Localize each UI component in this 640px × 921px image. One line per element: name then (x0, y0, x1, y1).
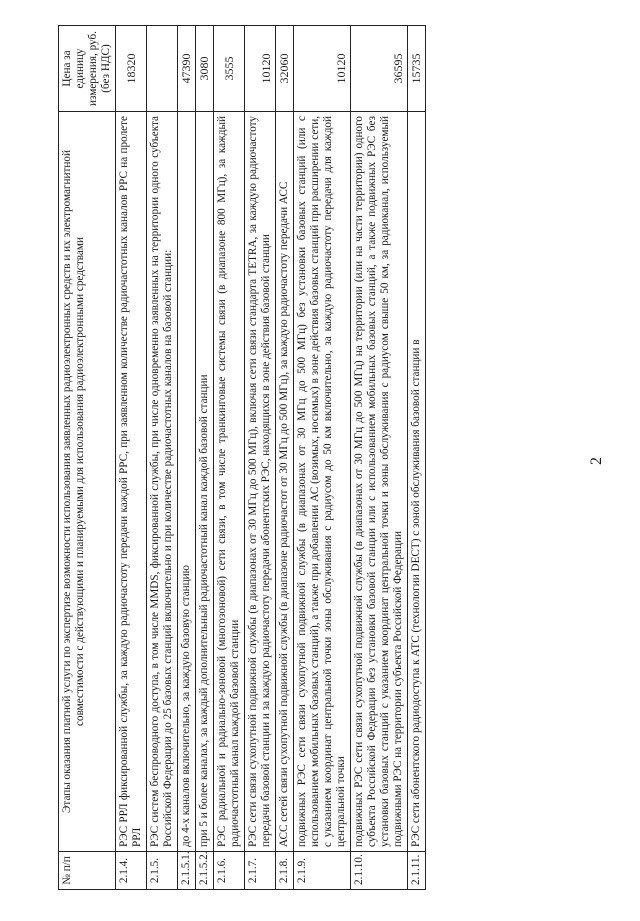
table-row (196, 26, 214, 890)
table-row (147, 26, 178, 890)
row-num: 2.1.8. (276, 852, 294, 890)
tariff-table (58, 25, 426, 890)
row-desc: РЭС систем беспроводного доступа, в том числе MMDS, фиксированной службы, при числе одновременно заявленных на территории одного субъекта Российской Федерации до 25 базовых станций включительно и при количестве радиочастотных каналов на базовой станции: (147, 112, 178, 852)
row-price: 10120 (294, 26, 351, 112)
row-desc: РЭС радиальной и радиально-зоновой (многозоновой) сети связи, в том числе транкинговые системы связи (в диапазоне 800 МГц), за каждый радиочастотный канал каждой базовой станции (214, 112, 245, 852)
table-row (294, 26, 351, 890)
table-row (245, 26, 276, 890)
row-price: 10120 (245, 26, 276, 112)
row-price: 3080 (196, 26, 214, 112)
row-price: 36595 (351, 26, 408, 112)
row-price: 18320 (116, 26, 147, 112)
row-num: 2.1.6. (214, 852, 245, 890)
table-row (116, 26, 147, 890)
row-price: 3555 (214, 26, 245, 112)
row-num: 2.1.5.2. (196, 852, 214, 890)
row-num: 2.1.11. (408, 852, 426, 890)
header-num: № п/п (59, 852, 116, 890)
header-stage: Этапы оказания платной услуги по экспертизе возможности использования заявленных радиоэлектронных средств и их электромагнитной совместимости с действующими и планируемыми для использования радиоэлектронными средствами (59, 112, 116, 852)
table-row (276, 26, 294, 890)
row-num: 2.1.5. (147, 852, 178, 890)
row-num: 2.1.4. (116, 852, 147, 890)
row-desc: РЭС сети связи сухопутной подвижной службы (в диапазонах от 30 МГц до 500 МГц), включая сети связи стандарта TETRA, за каждую радиочастоту передачи базовой станции и за каждую радиочастоту передачи абонентских РЭС, находящихся в зоне действия базовой станции (245, 112, 276, 852)
table-row (351, 26, 408, 890)
row-desc: РЭС сети абонентского радиодоступа к АТС (технологии DECT) с зоной обслуживания базовой станции в (408, 112, 426, 852)
table-header-row (59, 26, 116, 890)
row-price: 32060 (276, 26, 294, 112)
table-row (408, 26, 426, 890)
row-desc: АСС сетей связи сухопутной подвижной службы (в диапазоне радиочастот от 30 МГц до 500 МГц), за каждую радиочастоту передачи АСС (276, 112, 294, 852)
row-price: 47390 (178, 26, 196, 112)
header-price: Цена за единицу измерения, руб. (без НДС) (59, 26, 116, 112)
page-number: 2 (588, 457, 605, 465)
row-num: 2.1.10. (351, 852, 408, 890)
row-price (147, 26, 178, 112)
row-desc: при 5 и более каналах, за каждый дополнительный радиочастотный канал каждой базовой станции (196, 112, 214, 852)
row-num: 2.1.7. (245, 852, 276, 890)
table-row (214, 26, 245, 890)
row-desc: подвижных РЭС сети связи сухопутной подвижной службы (в диапазонах от 30 МГц до 500 МГц) без установки базовых станций (или с использованием мобильных базовых станций), а также при добавлении АС (возимых, носимых) в зоне действия базовых станций при расширении сети, с указанием координат центральной точки зоны обслуживания с радиусом до 50 км включительно, за каждую радиочастоту передачи для каждой центральной точки (294, 112, 351, 852)
row-desc: РЭС РРЛ фиксированной службы, за каждую радиочастоту передачи каждой РРС, при заявленном количестве радиочастотных каналов РРС на пролете РРЛ (116, 112, 147, 852)
row-num: 2.1.5.1. (178, 852, 196, 890)
row-desc: до 4-х каналов включительно, за каждую базовую станцию (178, 112, 196, 852)
row-price: 15735 (408, 26, 426, 112)
row-desc: подвижных РЭС сети связи сухопутной подвижной службы (в диапазонах от 30 МГц до 500 МГц) на территории (или на части территории) одного субъекта Российской Федерации без установки базовой станции или с использованием мобильных базовых станций, а также подвижных РЭС без установки базовых станций с указанием координат центральной точки и зоны обслуживания с радиусом свыше 50 км, за радиоканал, используемый подвижными РЭС на территории субъекта Российской Федерации (351, 112, 408, 852)
row-num: 2.1.9. (294, 852, 351, 890)
table-row (178, 26, 196, 890)
